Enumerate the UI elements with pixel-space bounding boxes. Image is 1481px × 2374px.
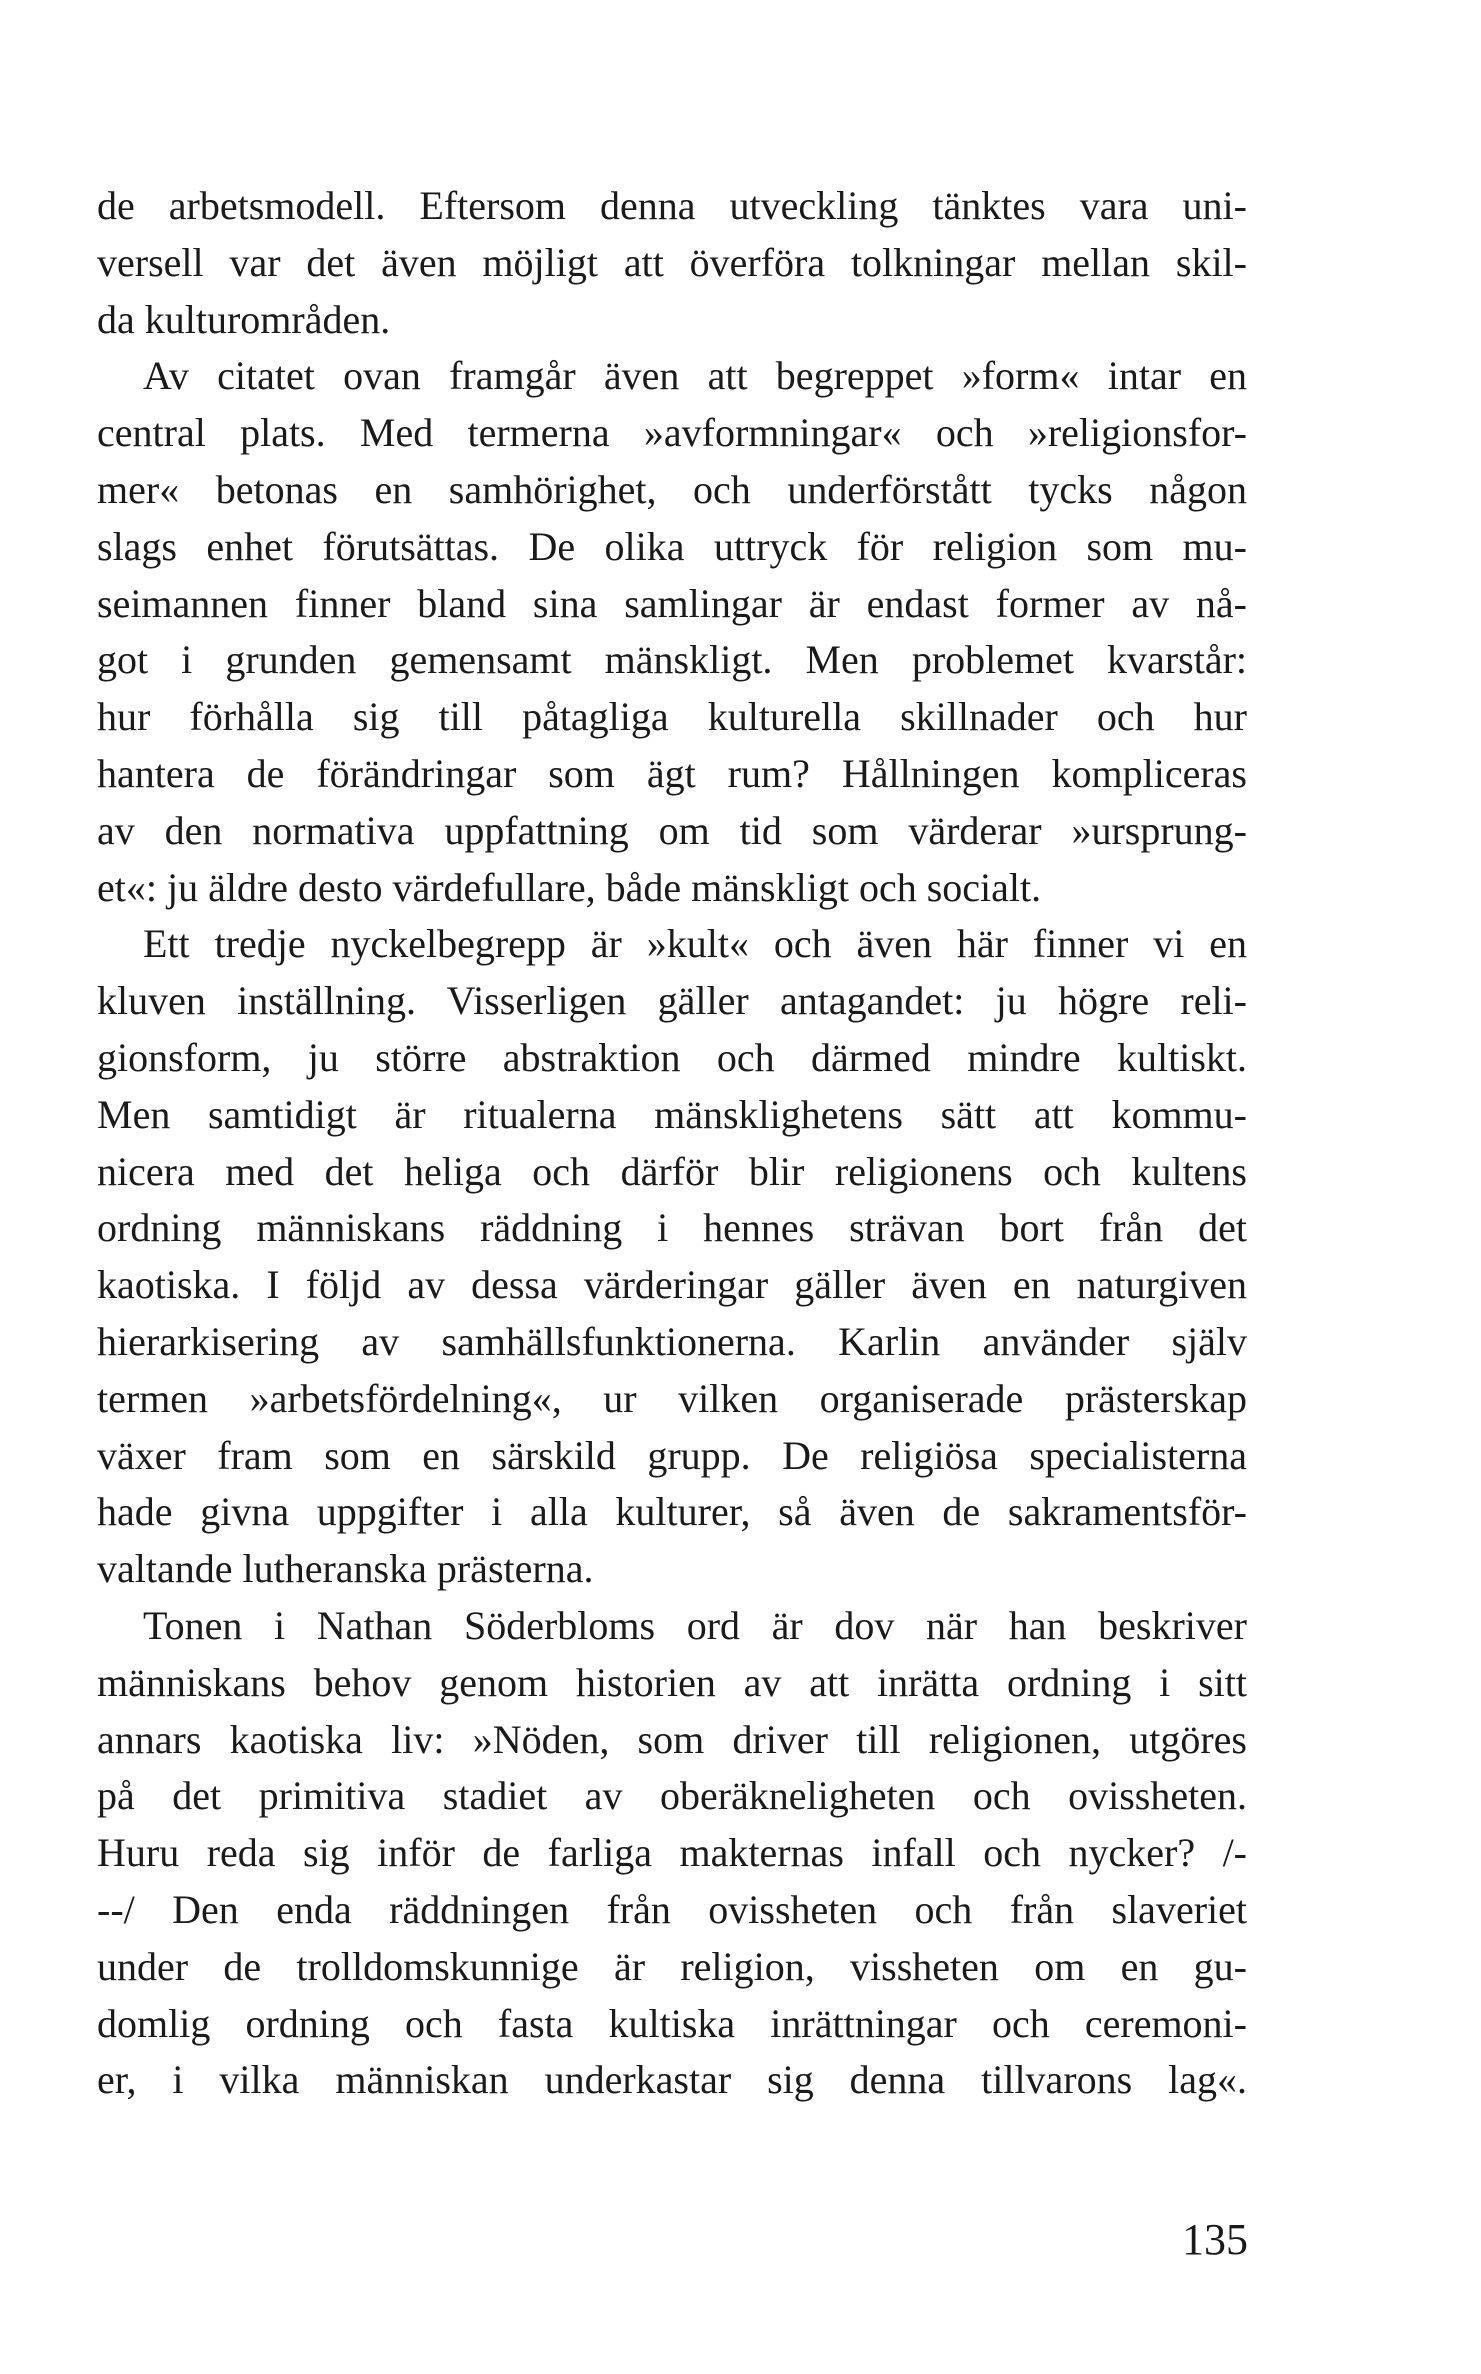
text-line: de arbetsmodell. Eftersom denna utveckling tänktes vara uni- <box>97 183 1247 228</box>
text-line: ordning människans räddning i hennes strävan bort från det <box>97 1205 1247 1251</box>
text-line: Men samtidigt är ritualerna mänsklighetens sätt att kommu- <box>97 1091 1247 1137</box>
text-line: seimannen finner bland sina samlingar är endast former av nå- <box>97 580 1247 626</box>
text-line: er, i vilka människan underkastar sig denna tillvarons lag«. <box>97 2057 1247 2103</box>
text-line: versell var det även möjligt att överföra tolkningar mellan skil- <box>97 239 1247 285</box>
text-line: nicera med det heliga och därför blir religionens och kultens <box>97 1148 1247 1194</box>
body-text <box>97 178 1247 2109</box>
text-line: växer fram som en särskild grupp. De religiösa specialisterna <box>97 1432 1247 1478</box>
text-line: Tonen i Nathan Söderbloms ord är dov när han beskriver <box>143 1602 1247 1648</box>
text-line: under de trolldomskunnige är religion, vissheten om en gu- <box>97 1943 1247 1989</box>
text-line: valtande lutheranska prästerna. <box>97 1546 594 1592</box>
text-line: annars kaotiska liv: »Nöden, som driver till religionen, utgöres <box>97 1716 1247 1762</box>
text-line: hur förhålla sig till påtagliga kulturella skillnader och hur <box>97 694 1247 740</box>
text-line: Av citatet ovan framgår även att begreppet »form« intar en <box>143 353 1247 399</box>
text-line: kaotiska. I följd av dessa värderingar gäller även en naturgiven <box>97 1262 1247 1308</box>
text-line: mer« betonas en samhörighet, och underförstått tycks någon <box>97 466 1247 512</box>
text-line: got i grunden gemensamt mänskligt. Men problemet kvarstår: <box>97 637 1247 683</box>
text-line: central plats. Med termerna »avformningar« och »religionsfor- <box>97 410 1247 456</box>
text-line: på det primitiva stadiet av oberäkneligheten och ovissheten. <box>97 1773 1247 1819</box>
text-line: hantera de förändringar som ägt rum? Hållningen kompliceras <box>97 750 1247 796</box>
text-line: kluven inställning. Visserligen gäller antagandet: ju högre reli- <box>97 978 1247 1024</box>
text-line: människans behov genom historien av att inrätta ordning i sitt <box>97 1659 1247 1705</box>
text-line: Huru reda sig inför de farliga makternas infall och nycker? /- <box>97 1830 1247 1876</box>
text-line: da kulturområden. <box>97 296 391 342</box>
text-line: termen »arbetsfördelning«, ur vilken organiserade prästerskap <box>97 1375 1247 1421</box>
text-line: et«: ju äldre desto värdefullare, både mänskligt och socialt. <box>97 864 1042 910</box>
text-line: slags enhet förutsättas. De olika uttryck för religion som mu- <box>97 523 1247 569</box>
text-line: gionsform, ju större abstraktion och därmed mindre kultiskt. <box>97 1034 1247 1080</box>
text-line: av den normativa uppfattning om tid som värderar »ursprung- <box>97 807 1247 853</box>
text-line: domlig ordning och fasta kultiska inrättningar och ceremoni- <box>97 2000 1247 2046</box>
text-line: hierarkisering av samhällsfunktionerna. Karlin använder själv <box>97 1318 1247 1364</box>
text-line: --/ Den enda räddningen från ovissheten och från slaveriet <box>97 1886 1247 1932</box>
text-line: hade givna uppgifter i alla kulturer, så även de sakramentsför- <box>97 1489 1247 1535</box>
page-number: 135 <box>1182 2215 1248 2264</box>
text-line: Ett tredje nyckelbegrepp är »kult« och även här finner vi en <box>143 921 1247 967</box>
